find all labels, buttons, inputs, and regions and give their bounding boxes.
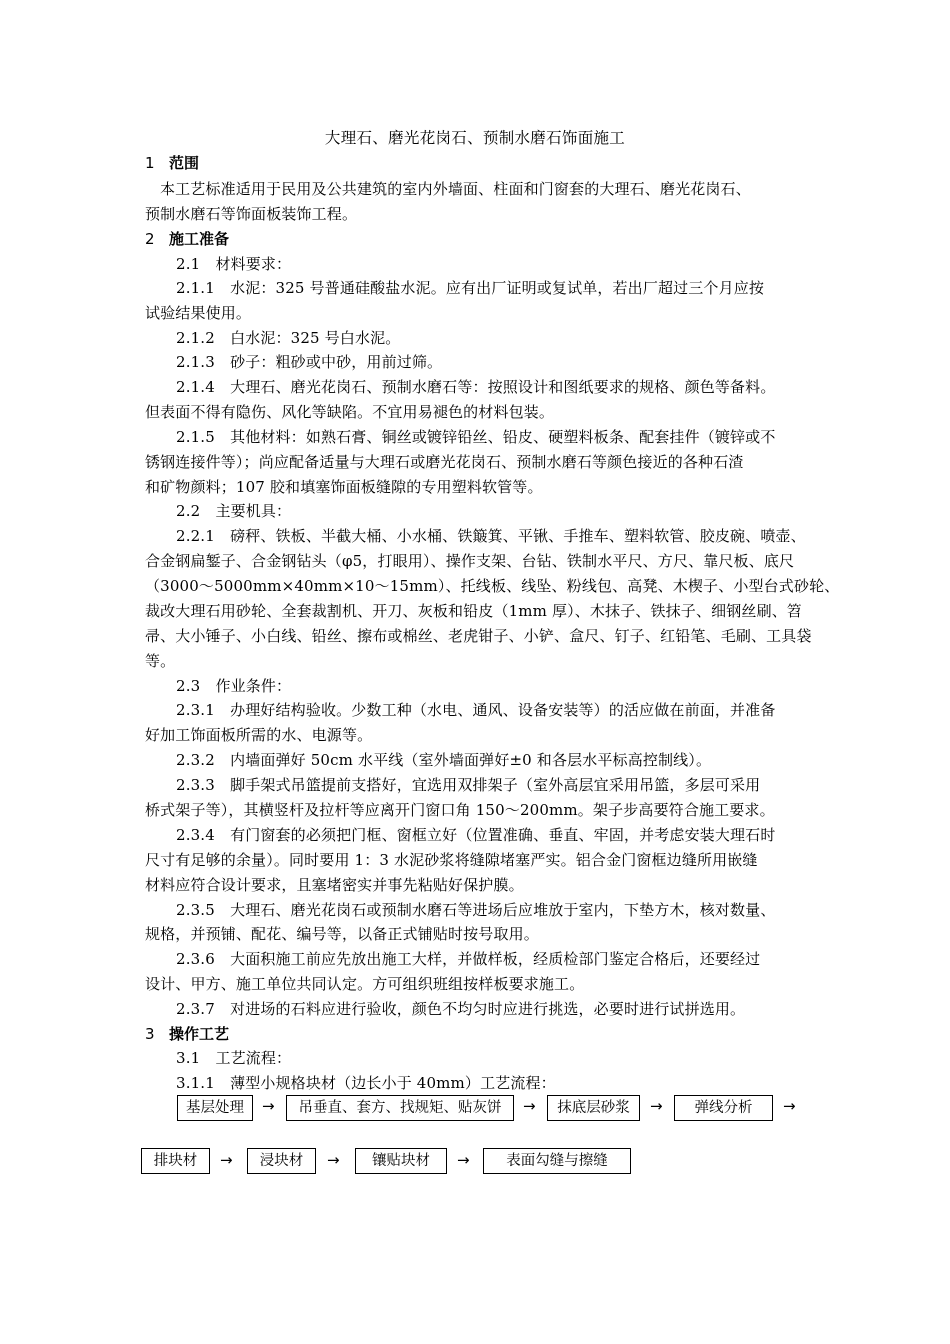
paragraph-line: 尺寸有足够的余量）。同时要用 1：3 水泥砂浆将缝隙堵塞严实。铝合金门窗框边缝所用嵌缝 [145,851,758,869]
paragraph-line: 但表面不得有隐伤、风化等缺陷。不宜用易褪色的材料包装。 [145,403,555,421]
section-heading-3: 3 操作工艺 [145,1025,230,1043]
paragraph-line: 2.3.3 脚手架式吊篮提前支搭好，宜选用双排架子（室外高层宜采用吊篮，多层可采用 [176,776,761,794]
paragraph-line: 规格，并预铺、配花、编号等，以备正式铺贴时按号取用。 [145,925,539,943]
paragraph-line: 2.3.5 大理石、磨光花岗石或预制水磨石等进场后应堆放于室内，下垫方木，核对数量、 [176,901,776,919]
paragraph-line: 2.2.1 磅秤、铁板、半截大桶、小水桶、铁簸箕、平锹、手推车、塑料软管、胶皮碗、喷壶、 [176,527,806,545]
paragraph-line: 2.3.1 办理好结构验收。少数工种（水电、通风、设备安装等）的活应做在前面，并准备 [176,701,776,719]
paragraph-line: 材料应符合设计要求，且塞堵密实并事先粘贴好保护膜。 [145,876,524,894]
paragraph-line: 和矿物颜料；107 胶和填塞饰面板缝隙的专用塑料软管等。 [145,478,543,496]
flow-arrow-icon: → [523,1097,536,1115]
flow-arrow-icon: → [327,1151,340,1169]
flow-step-6: 浸块材 [247,1148,316,1174]
paragraph-line: 2.3.2 内墙面弹好 50cm 水平线（室外墙面弹好±0 和各层水平标高控制线）。 [176,751,712,769]
flow-step-8: 表面勾缝与擦缝 [483,1148,631,1174]
paragraph-line: 裁改大理石用砂轮、全套裁割机、开刀、灰板和铅皮（1mm 厚）、木抹子、铁抹子、细钢丝刷、笤 [145,602,803,620]
paragraph-line: 试验结果使用。 [145,304,252,322]
paragraph-line: （3000～5000mm×40mm×10～15mm）、托线板、线坠、粉线包、高凳、木楔子、小型台式砂轮、 [145,577,840,595]
paragraph-line: 预制水磨石等饰面板装饰工程。 [145,205,358,223]
flow-arrow-icon: → [220,1151,233,1169]
paragraph-line: 2.1.4 大理石、磨光花岗石、预制水磨石等：按照设计和图纸要求的规格、颜色等备料。 [176,378,776,396]
flow-arrow-icon: → [457,1151,470,1169]
flow-arrow-icon: → [650,1097,663,1115]
paragraph-line: 2.3.4 有门窗套的必须把门框、窗框立好（位置准确、垂直、牢固，并考虑安装大理石时 [176,826,776,844]
paragraph-line: 2.3.6 大面积施工前应先放出施工大样，并做样板，经质检部门鉴定合格后，还要经过 [176,950,761,968]
paragraph-line: 等。 [145,652,176,670]
flow-step-2: 吊垂直、套方、找规矩、贴灰饼 [286,1095,514,1121]
page-title: 大理石、磨光花岗石、预制水磨石饰面施工 [324,129,626,147]
paragraph-line: 桥式架子等），其横竖杆及拉杆等应离开门窗口角 150～200mm。架子步高要符合施工要求。 [145,801,775,819]
flow-step-5: 排块材 [141,1148,210,1174]
paragraph-line: 锈钢连接件等）；尚应配备适量与大理石或磨光花岗石、预制水磨石等颜色接近的各种石渣 [145,453,744,471]
paragraph-line: 本工艺标准适用于民用及公共建筑的室内外墙面、柱面和门窗套的大理石、磨光花岗石、 [160,180,751,198]
subsection-heading: 3.1.1 薄型小规格块材（边长小于 40mm）工艺流程： [176,1074,556,1092]
paragraph-line: 2.1.5 其他材料：如熟石膏、铜丝或镀锌铅丝、铅皮、硬塑料板条、配套挂件（镀锌或不 [176,428,776,446]
subsection-heading: 2.1 材料要求： [176,255,292,273]
paragraph-line: 合金钢扁錾子、合金钢钻头（φ5，打眼用）、操作支架、台钻、铁制水平尺、方尺、靠尺板、底尺 [145,552,795,570]
flow-step-4: 弹线分析 [674,1095,773,1121]
paragraph-line: 设计、甲方、施工单位共同认定。方可组织班组按样板要求施工。 [145,975,585,993]
flow-step-3: 抹底层砂浆 [547,1095,640,1121]
section-heading-1: 1 范围 [145,154,200,172]
paragraph-line: 好加工饰面板所需的水、电源等。 [145,726,373,744]
paragraph-line: 2.3.7 对进场的石料应进行验收，颜色不均匀时应进行挑选，必要时进行试拼选用。 [176,1000,746,1018]
flow-step-1: 基层处理 [177,1095,253,1121]
section-heading-2: 2 施工准备 [145,230,230,248]
subsection-heading: 2.3 作业条件： [176,677,292,695]
paragraph-line: 帚、大小锤子、小白线、铅丝、擦布或棉丝、老虎钳子、小铲、盒尺、钉子、红铅笔、毛刷、工具袋 [145,627,812,645]
paragraph-line: 2.1.3 砂子：粗砂或中砂，用前过筛。 [176,353,443,371]
paragraph-line: 2.1.1 水泥：325 号普通硅酸盐水泥。应有出厂证明或复试单，若出厂超过三个月应按 [176,279,765,297]
flow-step-7: 镶贴块材 [355,1148,447,1174]
flow-arrow-icon: → [783,1097,796,1115]
subsection-heading: 2.2 主要机具： [176,502,292,520]
subsection-heading: 3.1 工艺流程： [176,1049,292,1067]
flow-arrow-icon: → [262,1097,275,1115]
paragraph-line: 2.1.2 白水泥：325 号白水泥。 [176,329,401,347]
